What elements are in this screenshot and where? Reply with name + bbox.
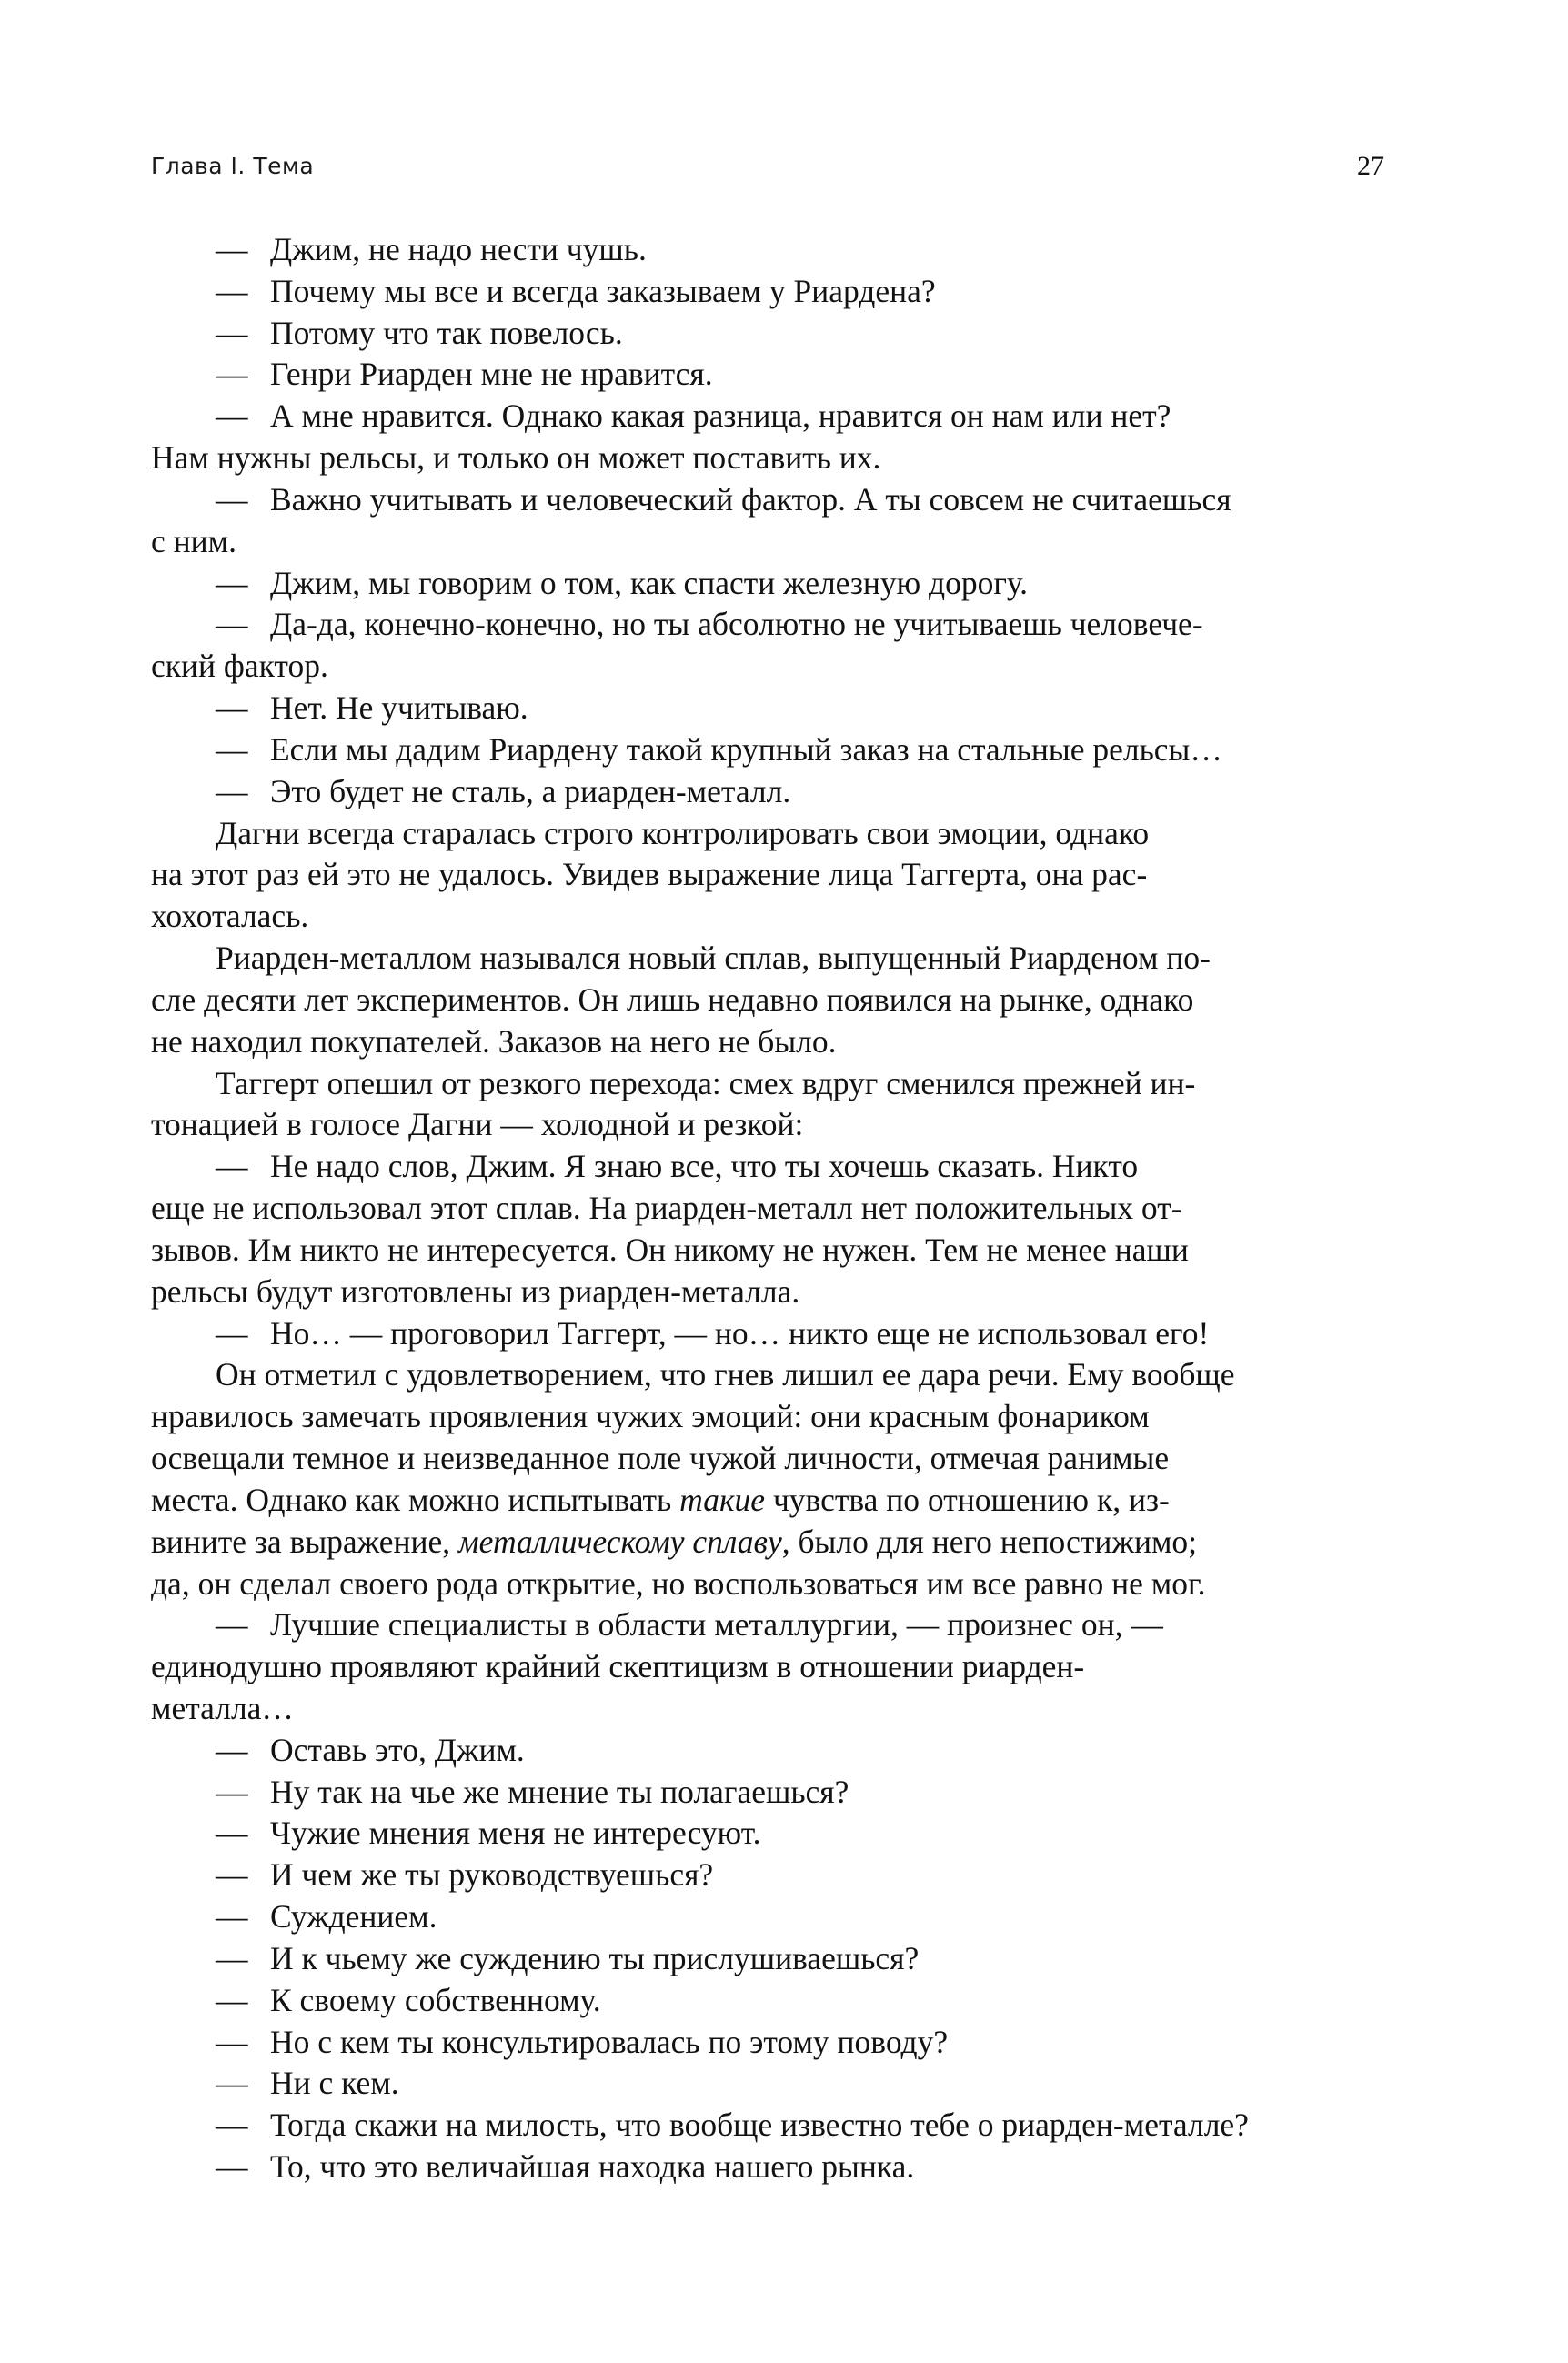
em-dash: —: [216, 772, 248, 809]
line-text: Суждением.: [270, 1898, 437, 1936]
dialogue-line: [151, 1855, 1382, 1896]
em-dash: —: [216, 272, 248, 309]
dialogue-line: [151, 1813, 1382, 1855]
line-text: рельсы будут изготовлены из риарден-металла.: [151, 1272, 800, 1310]
dialogue-line: [151, 729, 1382, 771]
line-text: еще не использовал этот сплав. На риарден-металл нет положительных от-: [151, 1190, 1182, 1227]
em-dash: —: [216, 2148, 248, 2186]
line-text: тонацией в голосе Дагни — холодной и резкой:: [151, 1106, 804, 1143]
em-dash: —: [216, 730, 248, 768]
text-line: [151, 1564, 1382, 1605]
line-text: Ни с кем.: [270, 2065, 399, 2102]
line-text: чувства по отношению к, из-: [765, 1481, 1170, 1518]
text-line: [151, 1438, 1382, 1480]
em-dash: —: [216, 1606, 248, 1644]
page-number: 27: [1357, 151, 1384, 181]
line-text: места. Однако как можно испытывать: [151, 1481, 680, 1518]
em-dash: —: [216, 314, 248, 351]
dialogue-line: [151, 1604, 1382, 1646]
em-dash: —: [216, 1773, 248, 1810]
text-line: [151, 521, 1382, 563]
text-line: [151, 1522, 1382, 1564]
body-text: [151, 229, 1382, 2188]
text-line: [151, 1646, 1382, 1688]
line-text: нравилось замечать проявления чужих эмоций: они красным фонариком: [151, 1398, 1150, 1435]
line-text: Не надо слов, Джим. Я знаю все, что ты хочешь сказать. Никто: [270, 1148, 1139, 1185]
dialogue-line: [151, 2105, 1382, 2147]
dialogue-line: [151, 479, 1382, 521]
em-dash: —: [216, 1148, 248, 1185]
em-dash: —: [216, 564, 248, 601]
dialogue-line: [151, 771, 1382, 813]
text-line: [151, 980, 1382, 1021]
line-text: Это будет не сталь, а риарден-металл.: [270, 772, 791, 809]
em-dash: —: [216, 2065, 248, 2102]
line-text: Да-да, конечно-конечно, но ты абсолютно не учитываешь человече-: [270, 606, 1203, 643]
line-text: хохоталась.: [151, 898, 309, 935]
line-text: Тогда скажи на милость, что вообще известно тебе о риарден-металле?: [270, 2107, 1249, 2144]
dialogue-line: [151, 271, 1382, 313]
text-line: [151, 437, 1382, 479]
text-line: [151, 938, 1382, 980]
line-text: единодушно проявляют крайний скептицизм в отношении риарден-: [151, 1648, 1085, 1685]
text-line: [151, 854, 1382, 896]
text-line: [151, 813, 1382, 855]
text-line: [151, 1104, 1382, 1146]
line-text: Оставь это, Джим.: [270, 1731, 525, 1768]
em-dash: —: [216, 1856, 248, 1894]
running-head: [151, 153, 1384, 189]
italic-emphasis: такие: [679, 1481, 766, 1518]
line-text: Дагни всегда старалась строго контролировать свои эмоции, однако: [216, 814, 1150, 851]
dialogue-line: [151, 1313, 1382, 1355]
text-line: [151, 1021, 1382, 1063]
line-text: Важно учитывать и человеческий фактор. А ты совсем не считаешься: [270, 480, 1231, 518]
em-dash: —: [216, 606, 248, 643]
text-line: [151, 1396, 1382, 1438]
line-text: И чем же ты руководствуешься?: [270, 1856, 714, 1894]
line-text: Джим, мы говорим о том, как спасти железную дорогу.: [270, 564, 1028, 601]
line-text: То, что это величайшая находка нашего рынка.: [270, 2148, 915, 2186]
line-text: зывов. Им никто не интересуется. Он никому не нужен. Тем не менее наши: [151, 1231, 1189, 1268]
dialogue-line: [151, 1772, 1382, 1814]
dialogue-line: [151, 396, 1382, 437]
line-text: да, он сделал своего рода открытие, но воспользоваться им все равно не мог.: [151, 1564, 1206, 1602]
line-text: Он отметил с удовлетворением, что гнев лишил ее дара речи. Ему вообще: [216, 1356, 1235, 1393]
dialogue-line: [151, 229, 1382, 271]
em-dash: —: [216, 480, 248, 518]
em-dash: —: [216, 1815, 248, 1852]
line-text: с ним.: [151, 522, 236, 559]
line-text: Но с кем ты консультировалась по этому поводу?: [270, 2023, 949, 2060]
text-line: [151, 896, 1382, 938]
em-dash: —: [216, 2023, 248, 2060]
em-dash: —: [216, 397, 248, 435]
dialogue-line: [151, 1896, 1382, 1938]
dialogue-line: [151, 604, 1382, 646]
line-text: Нет. Не учитываю.: [270, 689, 528, 727]
line-text: ский фактор.: [151, 648, 328, 685]
dialogue-line: [151, 1146, 1382, 1188]
em-dash: —: [216, 356, 248, 393]
dialogue-line: [151, 354, 1382, 396]
dialogue-line: [151, 1938, 1382, 1980]
line-text: Лучшие специалисты в области металлургии, — произнес он, —: [270, 1606, 1163, 1644]
dialogue-line: [151, 2147, 1382, 2188]
line-text: Нам нужны рельсы, и только он может поставить их.: [151, 439, 881, 477]
em-dash: —: [216, 1314, 248, 1352]
chapter-title: Глава I. Тема: [151, 153, 315, 179]
line-text: Потому что так повелось.: [270, 314, 623, 351]
em-dash: —: [216, 231, 248, 267]
em-dash: —: [216, 1939, 248, 1976]
text-line: [151, 1230, 1382, 1272]
dialogue-line: [151, 2063, 1382, 2105]
line-text: Ну так на чье же мнение ты полагаешься?: [270, 1773, 849, 1810]
line-text: Таггерт опешил от резкого перехода: смех вдруг сменился прежней ин-: [216, 1064, 1196, 1101]
text-line: [151, 1188, 1382, 1230]
line-text: сле десяти лет экспериментов. Он лишь недавно появился на рынке, однако: [151, 980, 1194, 1018]
italic-emphasis: металлическому сплаву: [458, 1523, 782, 1560]
text-line: [151, 1480, 1382, 1522]
em-dash: —: [216, 1898, 248, 1936]
dialogue-line: [151, 1980, 1382, 2022]
text-line: [151, 646, 1382, 688]
line-text: Джим, не надо нести чушь.: [270, 231, 647, 267]
line-text: Генри Риарден мне не нравится.: [270, 356, 713, 393]
dialogue-line: [151, 313, 1382, 355]
text-line: [151, 1063, 1382, 1105]
line-text: вините за выражение,: [151, 1523, 458, 1560]
line-text: А мне нравится. Однако какая разница, нравится он нам или нет?: [270, 397, 1171, 435]
line-text: И к чьему же суждению ты прислушиваешься?: [270, 1939, 920, 1976]
dialogue-line: [151, 2022, 1382, 2064]
text-line: [151, 1688, 1382, 1730]
dialogue-line: [151, 1730, 1382, 1772]
line-text: не находил покупателей. Заказов на него не было.: [151, 1022, 837, 1060]
dialogue-line: [151, 563, 1382, 605]
line-text: Риарден-металлом назывался новый сплав, выпущенный Риарденом по-: [216, 940, 1211, 977]
line-text: Почему мы все и всегда заказываем у Риардена?: [270, 272, 936, 309]
em-dash: —: [216, 1981, 248, 2018]
dialogue-line: [151, 688, 1382, 729]
text-line: [151, 1354, 1382, 1396]
line-text: Чужие мнения меня не интересуют.: [270, 1815, 761, 1852]
line-text: , было для него непостижимо;: [781, 1523, 1198, 1560]
line-text: Но… — проговорил Таггерт, — но… никто еще не использовал его!: [270, 1314, 1210, 1352]
text-line: [151, 1272, 1382, 1313]
line-text: освещали темное и неизведанное поле чужой личности, отмечая ранимые: [151, 1440, 1170, 1477]
em-dash: —: [216, 689, 248, 727]
em-dash: —: [216, 1731, 248, 1768]
em-dash: —: [216, 2107, 248, 2144]
line-text: на этот раз ей это не удалось. Увидев выражение лица Таггерта, она рас-: [151, 856, 1148, 893]
line-text: Если мы дадим Риардену такой крупный заказ на стальные рельсы…: [270, 730, 1222, 768]
line-text: К своему собственному.: [270, 1981, 601, 2018]
line-text: металла…: [151, 1689, 294, 1726]
